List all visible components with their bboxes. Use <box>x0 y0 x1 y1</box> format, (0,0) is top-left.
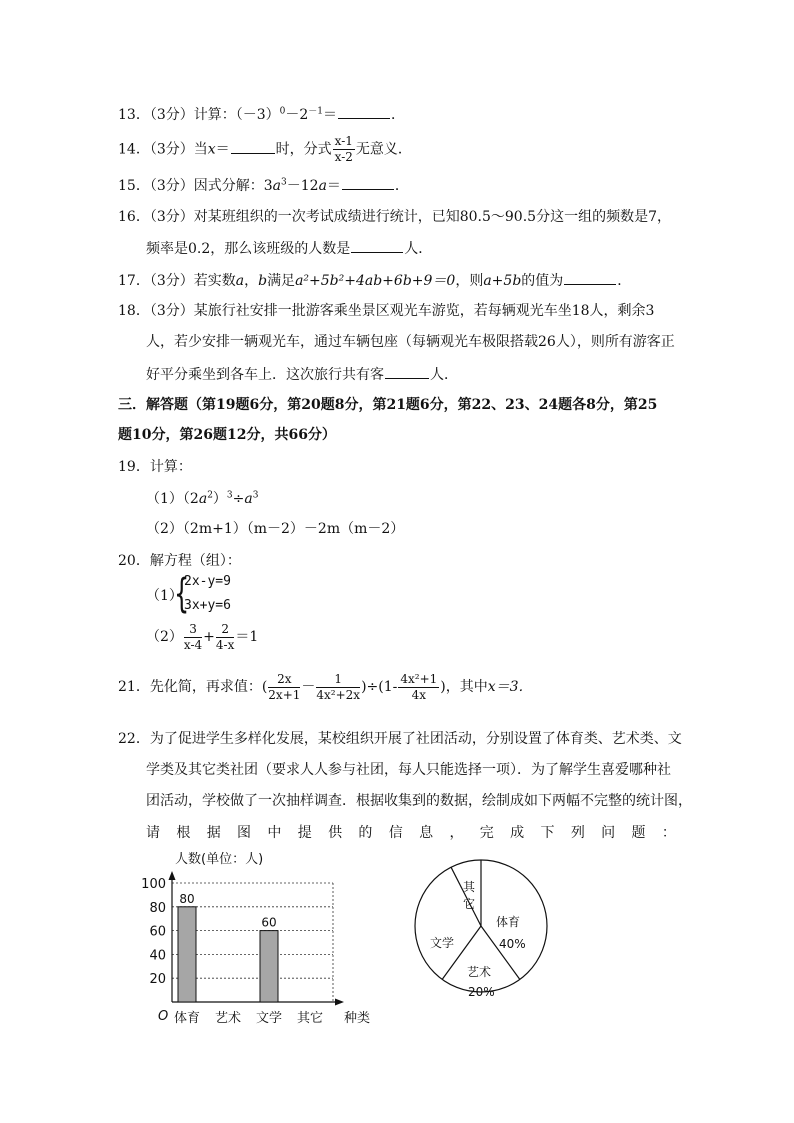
q21-f1den: 2x+1 <box>268 687 301 702</box>
question-22-line1: 22．为了促进学生多样化发展，某校组织开展了社团活动，分别设置了体育类、艺术类、文 <box>118 731 682 747</box>
spread-char: ， <box>449 825 464 841</box>
y-axis-arrow-icon <box>169 871 176 880</box>
y-tick-label: 40 <box>149 948 166 964</box>
x-category-label: 体育 <box>173 1011 201 1026</box>
q13-text: 13．（3分）计算：（－3） <box>118 107 280 123</box>
bar-chart <box>130 845 390 1030</box>
spread-char: 完 <box>479 825 494 841</box>
answer-blank[interactable] <box>385 364 429 379</box>
q20-part2-label: （2） <box>146 629 183 645</box>
pie-chart <box>410 846 560 1006</box>
question-19-title: 19．计算： <box>118 459 192 475</box>
q17-comma: ， <box>244 273 259 289</box>
spread-char: 据 <box>206 825 221 841</box>
q19-p1e: 3 <box>226 490 233 501</box>
bar-value-label: 60 <box>261 915 277 930</box>
q14-den: x-2 <box>334 150 353 164</box>
q16-line2a: 频率是0.2，那么该班级的人数是 <box>146 241 351 257</box>
spread-char: 列 <box>570 825 585 841</box>
pie-label-other: 其它 <box>463 880 476 911</box>
question-22-line3: 团活动，学校做了一次抽样调查．根据收集到的数据，绘制成如下两幅不完整的统计图， <box>146 793 692 809</box>
q17-b: b <box>258 273 268 289</box>
question-18-line1: 18．（3分）某旅行社安排一批游客乘坐景区观光车游览，若每辆观光车坐18人，剩余3 <box>118 303 655 319</box>
q13-end: ． <box>391 107 406 123</box>
q15-a2: a <box>318 178 327 194</box>
q15-a1: a <box>272 178 281 194</box>
spread-char: ： <box>661 825 676 841</box>
y-tick-label: 20 <box>149 972 166 988</box>
q17-a: a <box>235 273 245 289</box>
pie-label-literature: 文学 <box>430 936 455 950</box>
q17-target: a+5b <box>483 273 522 289</box>
q18-line3b: 人． <box>430 367 458 383</box>
question-19-part2: （2）（2m+1）（m－2）－2m（m－2） <box>146 521 405 537</box>
q21-minus: － <box>301 679 316 695</box>
y-axis-label: 人数(单位：人) <box>175 852 264 867</box>
q21-cond: x＝3． <box>487 679 533 695</box>
q15-end: ． <box>394 178 409 194</box>
x-category-label: 其它 <box>296 1011 324 1026</box>
q19-p1g: a <box>244 491 253 507</box>
q17-mid: 满足 <box>267 273 296 289</box>
q21-text: 21．先化简，再求值： <box>118 679 262 695</box>
q14-num: x-1 <box>334 134 353 148</box>
q21-f1num: 2x <box>268 672 300 688</box>
spread-char: 供 <box>328 825 343 841</box>
q20-part1-label: （1） <box>146 588 183 604</box>
x-axis-arrow-icon <box>335 999 344 1006</box>
spread-char: 请 <box>146 825 160 841</box>
q21-f2num: 1 <box>316 672 360 688</box>
q15-text: 15．（3分）因式分解：3 <box>118 178 273 194</box>
q20-f1den: x-4 <box>183 637 203 652</box>
q14-eq: ＝ <box>215 141 230 158</box>
y-tick-label: 60 <box>149 924 166 940</box>
q14-fraction <box>333 134 355 165</box>
question-22-line2: 学类及其它类社团（要求人人参与社团，每人只能选择一项）．为了解学生喜爱哪种社 <box>146 762 671 778</box>
q21-f2den: 4x²+2x <box>316 687 361 702</box>
q21-div: )÷(1- <box>361 679 398 695</box>
q14-text: 14．（3分）当 <box>118 141 208 158</box>
q17-expr: a²+5b²+4ab+6b+9＝0 <box>295 273 456 289</box>
q21-f3num: 4x²+1 <box>400 671 438 686</box>
q14-after: 时，分式 <box>275 141 332 158</box>
question-13 <box>118 104 405 125</box>
pie-pct-art: 20% <box>468 985 495 999</box>
q17-suffix: 的值为 <box>521 273 564 289</box>
q20-eq1: 2x-y=9 <box>184 574 231 589</box>
bar-value-label: 80 <box>179 891 195 906</box>
q19-p1h: 3 <box>252 490 259 501</box>
spread-char: 的 <box>358 825 373 841</box>
spread-char: 中 <box>267 825 282 841</box>
q21-open: ( <box>261 679 268 695</box>
question-16-line1: 16．（3分）对某班组织的一次考试成绩进行统计，已知80.5～90.5分这一组的频数是7， <box>118 209 671 225</box>
spread-char: 问 <box>601 825 616 841</box>
answer-blank[interactable] <box>342 175 394 190</box>
q13-eq: ＝ <box>323 107 338 123</box>
x-category-label: 文学 <box>255 1011 283 1026</box>
section-heading: 三．解答题（第19题6分，第20题8分，第21题6分，第22、23、24题各8分，第25 <box>118 397 658 413</box>
q19-p1d: ） <box>212 491 227 507</box>
spread-char: 图 <box>237 825 252 841</box>
q13-mid: －2 <box>285 107 309 123</box>
question-18-line3 <box>146 364 458 385</box>
q20-rhs: ＝1 <box>235 629 259 645</box>
q14-suffix: 无意义． <box>355 141 412 158</box>
q20-frac1 <box>184 622 202 653</box>
spread-char: 提 <box>297 825 312 841</box>
y-tick-label: 100 <box>141 877 166 892</box>
q14-var: x <box>207 141 216 158</box>
q19-p1b: a <box>198 491 208 507</box>
q13-exp2: －1 <box>308 106 324 117</box>
question-19-part1 <box>146 489 258 509</box>
answer-blank[interactable] <box>351 238 403 253</box>
q20-frac2 <box>216 622 234 653</box>
spread-char: 根 <box>176 825 191 841</box>
q21-f3den: 4x <box>411 687 427 702</box>
answer-blank[interactable] <box>564 270 616 285</box>
q16-line2b: 人． <box>404 241 433 257</box>
q19-p1f: ÷ <box>232 491 245 507</box>
x-category-label: 艺术 <box>214 1011 242 1026</box>
q17-end: ． <box>617 273 632 289</box>
q21-close: )，其中 <box>440 679 488 695</box>
q21-frac3 <box>398 672 439 703</box>
q17-then: ，则 <box>455 273 484 289</box>
question-21 <box>118 668 533 706</box>
spread-char: 信 <box>388 825 403 841</box>
question-20-title: 20．解方程（组）： <box>118 553 241 569</box>
bar <box>260 931 278 1002</box>
q13-exp1: 0 <box>279 106 286 117</box>
q15-eq: ＝ <box>326 178 341 194</box>
spread-char: 成 <box>510 825 525 841</box>
spread-char: 息 <box>419 825 434 841</box>
q19-p1a: （1）（2 <box>146 491 199 507</box>
q20-f1num: 3 <box>184 622 202 638</box>
q18-line3a: 好平分乘坐到各车上．这次旅行共有客 <box>146 367 384 383</box>
question-16-line2 <box>146 238 432 259</box>
pie-label-sport: 体育 <box>496 915 521 929</box>
pie-label-art: 艺术 <box>467 965 492 979</box>
question-14 <box>118 134 412 165</box>
q20-f2num: 2 <box>216 622 234 638</box>
section-heading-line2: 题10分，第26题12分，共66分） <box>118 427 336 443</box>
bar <box>178 907 196 1002</box>
equation-system <box>146 573 266 623</box>
q19-p1c: 2 <box>207 490 213 501</box>
q20-eq2: 3x+y=6 <box>184 598 231 613</box>
x-axis-label: 种类 <box>344 1011 371 1026</box>
q15-exp: 3 <box>281 177 287 188</box>
q15-mid: －12 <box>286 178 319 194</box>
question-20-part2 <box>146 620 258 654</box>
q17-text: 17．（3分）若实数 <box>118 273 236 289</box>
pie-pct-sport: 40% <box>499 937 526 951</box>
question-18-line2: 人，若少安排一辆观光车，通过车辆包座（每辆观光车极限搭载26人），则所有游客正 <box>146 334 675 350</box>
q21-frac1 <box>268 672 300 703</box>
answer-blank[interactable] <box>231 139 275 154</box>
question-17 <box>118 270 631 291</box>
spread-char: 下 <box>540 825 555 841</box>
q20-f2den: 4-x <box>215 637 235 652</box>
question-15 <box>118 175 409 196</box>
q20-plus: + <box>203 629 215 645</box>
q21-frac2 <box>316 672 360 703</box>
answer-blank[interactable] <box>338 104 390 119</box>
origin-label: O <box>158 1009 169 1024</box>
spread-char: 题 <box>631 825 646 841</box>
brace-icon: { <box>174 571 190 617</box>
question-22-line4 <box>146 822 676 842</box>
y-tick-label: 80 <box>149 900 166 916</box>
